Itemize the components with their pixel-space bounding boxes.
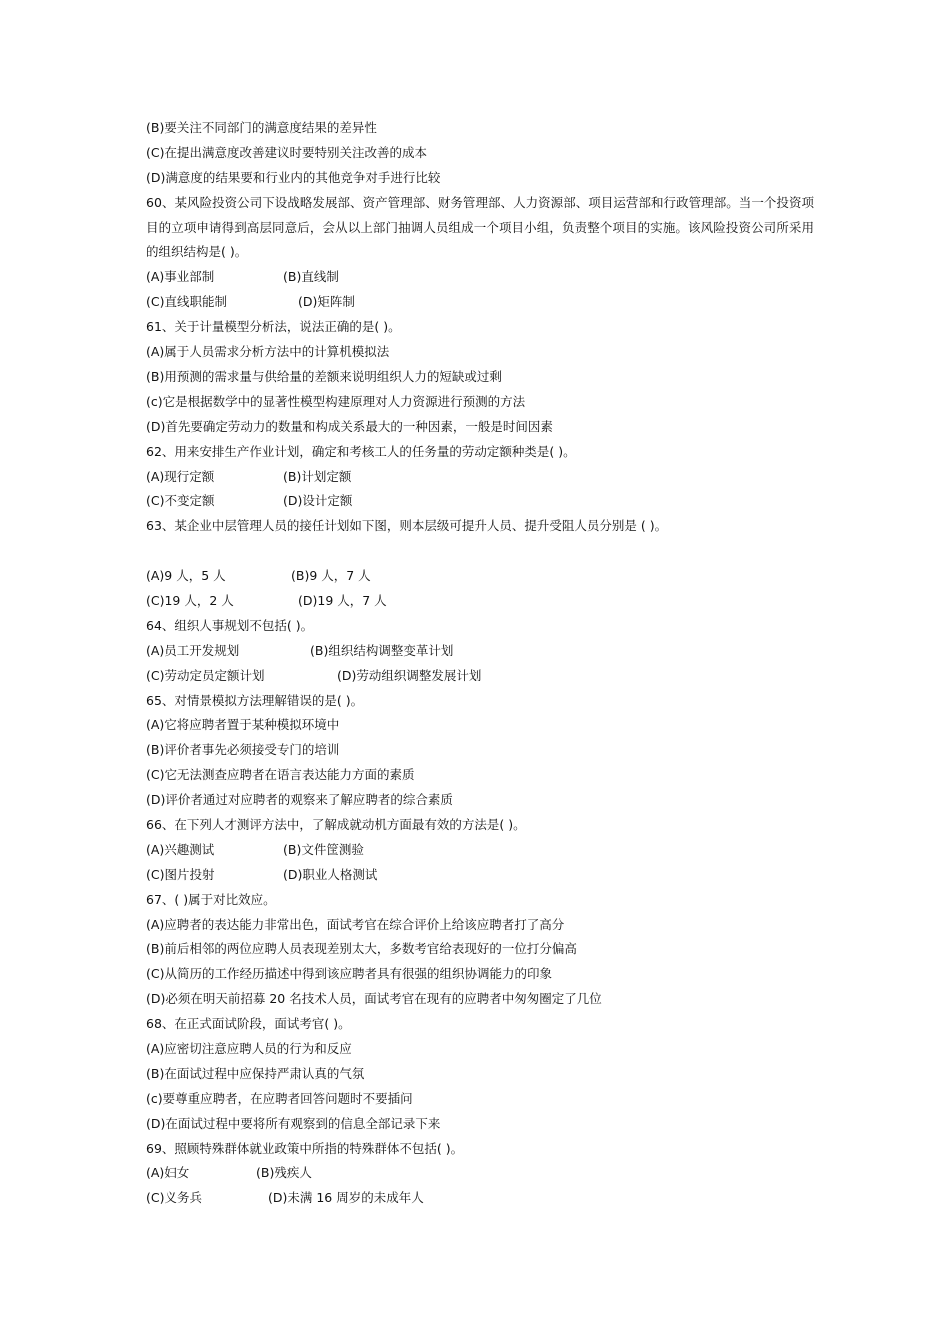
q60-option-a: (A)事业部制 — [146, 269, 215, 285]
q63-option-a: (A)9 人，5 人 — [146, 568, 226, 584]
q64-option-d: (D)劳动组织调整发展计划 — [337, 667, 482, 683]
q63-option-d: (D)19 人，7 人 — [298, 592, 387, 608]
q61-option-d: (D)首先要确定劳动力的数量和构成关系最大的一种因素，一般是时间因素 — [146, 418, 553, 434]
q65-option-a: (A)它将应聘者置于某种模拟环境中 — [146, 717, 340, 733]
q69-option-d: (D)未满 16 周岁的未成年人 — [268, 1190, 424, 1206]
q69-option-c: (C)义务兵 — [146, 1190, 202, 1206]
q63-options-row1 — [146, 564, 814, 589]
q61-option-c: (c)它是根据数学中的显著性模型构建原理对人力资源进行预测的方法 — [146, 393, 526, 409]
q64-option-a: (A)员工开发规划 — [146, 642, 240, 658]
q67-stem: 67、( )属于对比效应。 — [146, 891, 276, 907]
q67-option-b: (B)前后相邻的两位应聘人员表现差别太大，多数考官给表现好的一位打分偏高 — [146, 941, 577, 957]
q66-option-a: (A)兴趣测试 — [146, 841, 215, 857]
q62-option-a: (A)现行定额 — [146, 468, 215, 484]
q63-option-c: (C)19 人，2 人 — [146, 592, 234, 608]
q60-option-b: (B)直线制 — [283, 269, 339, 285]
q66-option-b: (B)文件筐测验 — [283, 841, 364, 857]
q69-option-b: (B)残疾人 — [256, 1165, 312, 1181]
q62-option-b: (B)计划定额 — [283, 468, 352, 484]
q63-option-b: (B)9 人，7 人 — [291, 568, 371, 584]
q63-options-row2 — [146, 589, 814, 614]
q62-options-row2 — [146, 489, 814, 514]
q64-options-row2 — [146, 664, 814, 689]
q60-stem: 60、某风险投资公司下设战略发展部、资产管理部、财务管理部、人力资源部、项目运营部和行政管理部。当一个投资项目的立项申请得到高层同意后，会从以上部门抽调人员组成一个项目小组，负责整个项目的实施。该风险投资公司所采用的组织结构是( )。 — [146, 194, 814, 260]
q63-figure-gap — [146, 539, 814, 564]
q66-option-c: (C)图片投射 — [146, 866, 215, 882]
q67-option-c: (C)从简历的工作经历描述中得到该应聘者具有很强的组织协调能力的印象 — [146, 966, 552, 982]
q66-options-row1 — [146, 838, 814, 863]
q62-option-d: (D)设计定额 — [283, 493, 353, 509]
q59-option-c: (C)在提出满意度改善建议时要特别关注改善的成本 — [146, 144, 427, 160]
q62-stem: 62、用来安排生产作业计划，确定和考核工人的任务量的劳动定额种类是( )。 — [146, 443, 576, 459]
q61-option-a: (A)属于人员需求分析方法中的计算机模拟法 — [146, 344, 390, 360]
q59-option-b: (B)要关注不同部门的满意度结果的差异性 — [146, 120, 377, 135]
q60-option-c: (C)直线职能制 — [146, 294, 227, 310]
q66-stem: 66、在下列人才测评方法中，了解成就动机方面最有效的方法是( )。 — [146, 816, 526, 832]
q69-options-row2 — [146, 1186, 814, 1211]
q69-options-row1 — [146, 1161, 814, 1186]
q68-option-d: (D)在面试过程中要将所有观察到的信息全部记录下来 — [146, 1115, 441, 1131]
q61-option-b: (B)用预测的需求量与供给量的差额来说明组织人力的短缺或过剩 — [146, 368, 502, 384]
q67-option-d: (D)必须在明天前招募 20 名技术人员，面试考官在现有的应聘者中匆匆圈定了几位 — [146, 991, 602, 1007]
q69-stem: 69、照顾特殊群体就业政策中所指的特殊群体不包括( )。 — [146, 1140, 464, 1156]
q66-options-row2 — [146, 863, 814, 888]
q68-stem: 68、在正式面试阶段，面试考官( )。 — [146, 1016, 351, 1032]
q63-stem: 63、某企业中层管理人员的接任计划如下图，则本层级可提升人员、提升受阻人员分别是 ( )。 — [146, 518, 668, 534]
q66-option-d: (D)职业人格测试 — [283, 866, 378, 882]
q68-option-a: (A)应密切注意应聘人员的行为和反应 — [146, 1041, 352, 1056]
q65-option-b: (B)评价者事先必须接受专门的培训 — [146, 742, 340, 758]
q60-options-row1 — [146, 265, 814, 290]
q64-stem: 64、组织人事规划不包括( )。 — [146, 617, 314, 633]
q62-options-row1 — [146, 465, 814, 490]
document-page — [146, 116, 814, 1211]
q60-options-row2 — [146, 290, 814, 315]
q68-option-b: (B)在面试过程中应保持严肃认真的气氛 — [146, 1065, 365, 1081]
q62-option-c: (C)不变定额 — [146, 493, 215, 509]
q59-option-d: (D)满意度的结果要和行业内的其他竞争对手进行比较 — [146, 169, 441, 185]
q61-stem: 61、关于计量模型分析法，说法正确的是( )。 — [146, 319, 401, 335]
q69-option-a: (A)妇女 — [146, 1165, 190, 1181]
q64-option-c: (C)劳动定员定额计划 — [146, 667, 265, 683]
q64-options-row1 — [146, 639, 814, 664]
q60-option-d: (D)矩阵制 — [298, 294, 355, 310]
q68-option-c: (c)要尊重应聘者，在应聘者回答问题时不要插问 — [146, 1090, 413, 1106]
q65-option-d: (D)评价者通过对应聘者的观察来了解应聘者的综合素质 — [146, 792, 453, 808]
q64-option-b: (B)组织结构调整变革计划 — [310, 642, 454, 658]
q67-option-a: (A)应聘者的表达能力非常出色，面试考官在综合评价上给该应聘者打了高分 — [146, 916, 565, 932]
q65-stem: 65、对情景模拟方法理解错误的是( )。 — [146, 692, 364, 708]
q65-option-c: (C)它无法测查应聘者在语言表达能力方面的素质 — [146, 767, 415, 783]
